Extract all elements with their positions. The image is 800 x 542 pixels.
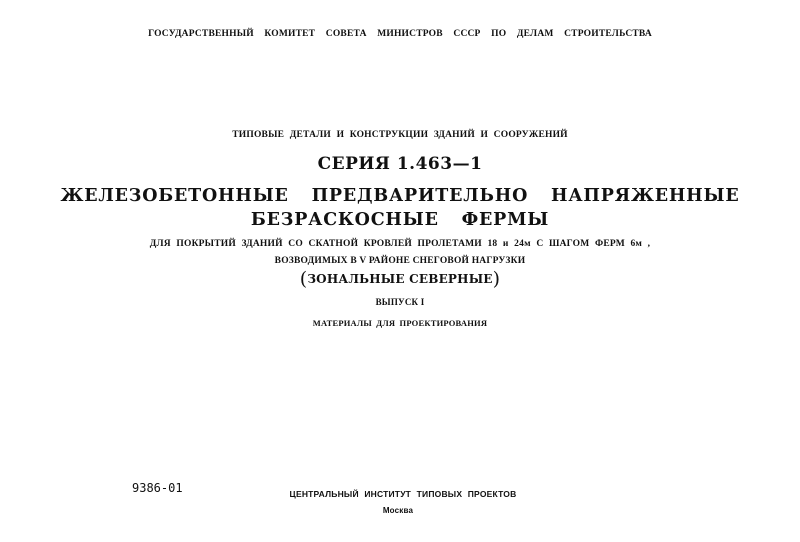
zonal-subtitle — [0, 268, 800, 290]
institute-name: ЦЕНТРАЛЬНЫЙ ИНСТИТУТ ТИПОВЫХ ПРОЕКТОВ — [289, 489, 517, 499]
title-line-2: БЕЗРАСКОСНЫЕ ФЕРМЫ — [250, 210, 550, 230]
title-line-1: ЖЕЛЕЗОБЕТОННЫЕ ПРЕДВАРИТЕЛЬНО НАПРЯЖЕННЫЕ — [60, 186, 740, 206]
zonal-label: ЗОНАЛЬНЫЕ СЕВЕРНЫЕ — [307, 272, 493, 286]
committee-header: ГОСУДАРСТВЕННЫЙ КОМИТЕТ СОВЕТА МИНИСТРОВ СССР ПО ДЕЛАМ СТРОИТЕЛЬСТВА — [148, 29, 652, 39]
description-line-1: ДЛЯ ПОКРЫТИЙ ЗДАНИЙ СО СКАТНОЙ КРОВЛЕЙ ПРОЛЕТАМИ 18 и 24м С ШАГОМ ФЕРМ 6м , — [149, 239, 651, 249]
close-parenthesis: ) — [492, 268, 501, 290]
series-number: СЕРИЯ 1.463—1 — [317, 154, 483, 174]
typical-details-heading: ТИПОВЫЕ ДЕТАЛИ И КОНСТРУКЦИИ ЗДАНИЙ И СООРУЖЕНИЙ — [232, 130, 568, 140]
city-name: Москва — [382, 506, 414, 515]
open-parenthesis: ( — [299, 268, 308, 290]
document-number: 9386-01 — [132, 481, 183, 495]
materials-label: МАТЕРИАЛЫ ДЛЯ ПРОЕКТИРОВАНИЯ — [312, 318, 488, 328]
issue-label: ВЫПУСК I — [375, 297, 425, 307]
description-line-2: ВОЗВОДИМЫХ В V РАЙОНЕ СНЕГОВОЙ НАГРУЗКИ — [274, 256, 526, 266]
